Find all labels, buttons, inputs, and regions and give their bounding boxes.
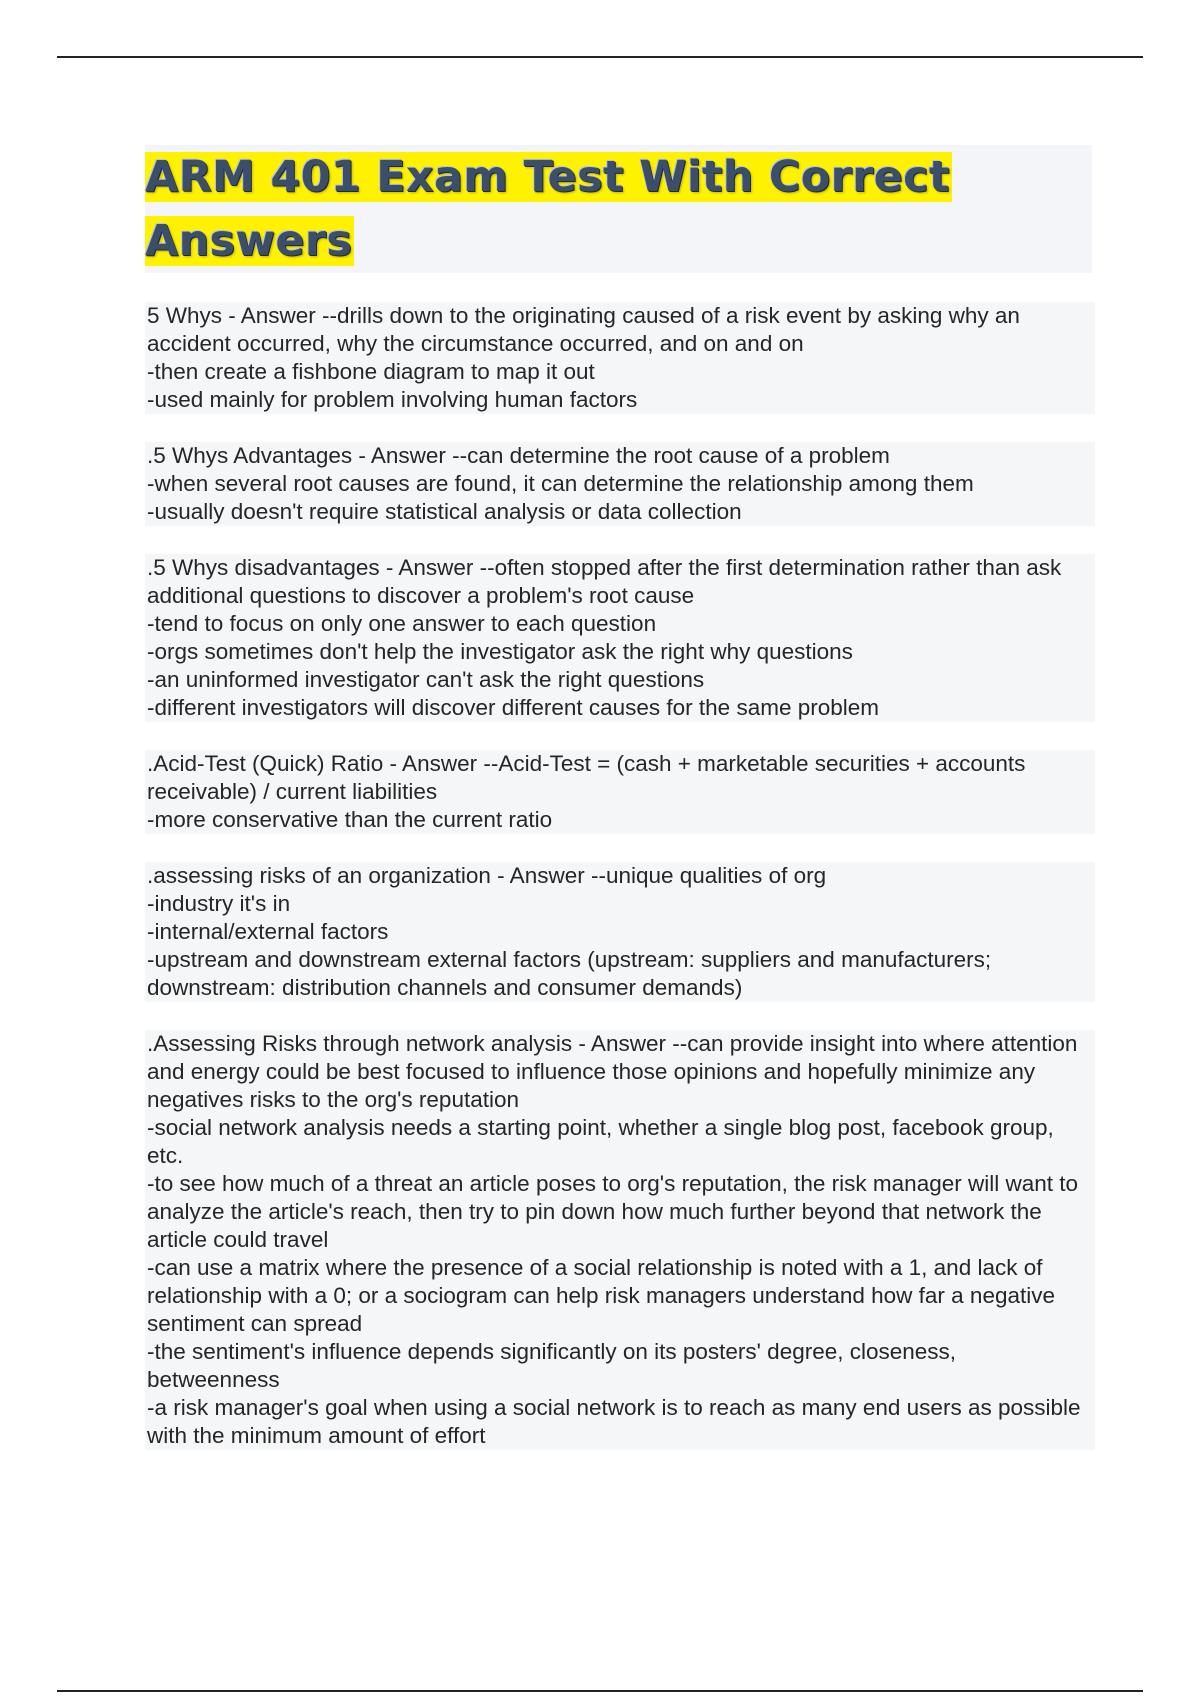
bottom-rule	[57, 1690, 1143, 1692]
title-block	[145, 145, 1092, 273]
qa-line: .5 Whys Advantages - Answer --can determine the root cause of a problem	[147, 443, 890, 468]
qa-entry	[145, 554, 1095, 722]
qa-line: -the sentiment's influence depends significantly on its posters' degree, closeness, betweenness	[147, 1339, 957, 1392]
title-line-1: ARM 401 Exam Test With Correct	[145, 152, 950, 202]
qa-line: .assessing risks of an organization - Answer --unique qualities of org	[147, 863, 827, 888]
top-rule	[57, 56, 1143, 58]
qa-line: -to see how much of a threat an article poses to org's reputation, the risk manager will want to analyze the article's reach, then try to pin down how much further beyond that network the article could travel	[147, 1171, 1079, 1252]
qa-entry	[145, 1030, 1095, 1450]
qa-line: -industry it's in	[147, 891, 291, 916]
title-line-2: Answers	[145, 216, 353, 266]
qa-line: -social network analysis needs a starting point, whether a single blog post, facebook group, etc.	[147, 1115, 1054, 1168]
qa-entry	[145, 442, 1095, 526]
qa-content	[145, 302, 1095, 1478]
qa-entry	[145, 302, 1095, 414]
qa-line: -can use a matrix where the presence of a social relationship is noted with a 1, and lack of relationship with a 0; or a sociogram can help risk managers understand how far a negative sentiment can spread	[147, 1255, 1055, 1336]
qa-line: -upstream and downstream external factors (upstream: suppliers and manufacturers; downstream: distribution channels and consumer demands)	[147, 947, 992, 1000]
qa-line: -used mainly for problem involving human factors	[147, 387, 638, 412]
qa-line: -a risk manager's goal when using a social network is to reach as many end users as possible with the minimum amount of effort	[147, 1395, 1081, 1448]
qa-entry	[145, 750, 1095, 834]
qa-line: -different investigators will discover different causes for the same problem	[147, 695, 880, 720]
page-title	[145, 145, 1092, 273]
qa-line: 5 Whys - Answer --drills down to the originating caused of a risk event by asking why an accident occurred, why the circumstance occurred, and on and on	[147, 303, 1020, 356]
qa-line: .Assessing Risks through network analysis - Answer --can provide insight into where attention and energy could be best focused to influence those opinions and hopefully minimize any negatives risks to the org's reputation	[147, 1031, 1078, 1112]
qa-line: -an uninformed investigator can't ask the right questions	[147, 667, 705, 692]
qa-line: -then create a fishbone diagram to map it out	[147, 359, 595, 384]
qa-line: -orgs sometimes don't help the investigator ask the right why questions	[147, 639, 853, 664]
qa-line: -when several root causes are found, it can determine the relationship among them	[147, 471, 974, 496]
qa-line: -internal/external factors	[147, 919, 389, 944]
qa-entry	[145, 862, 1095, 1002]
qa-line: .5 Whys disadvantages - Answer --often stopped after the first determination rather than ask additional questions to discover a problem's root cause	[147, 555, 1062, 608]
qa-line: -usually doesn't require statistical analysis or data collection	[147, 499, 742, 524]
qa-line: .Acid-Test (Quick) Ratio - Answer --Acid-Test = (cash + marketable securities + accounts receivable) / current liabilities	[147, 751, 1026, 804]
qa-line: -tend to focus on only one answer to each question	[147, 611, 657, 636]
qa-line: -more conservative than the current ratio	[147, 807, 553, 832]
